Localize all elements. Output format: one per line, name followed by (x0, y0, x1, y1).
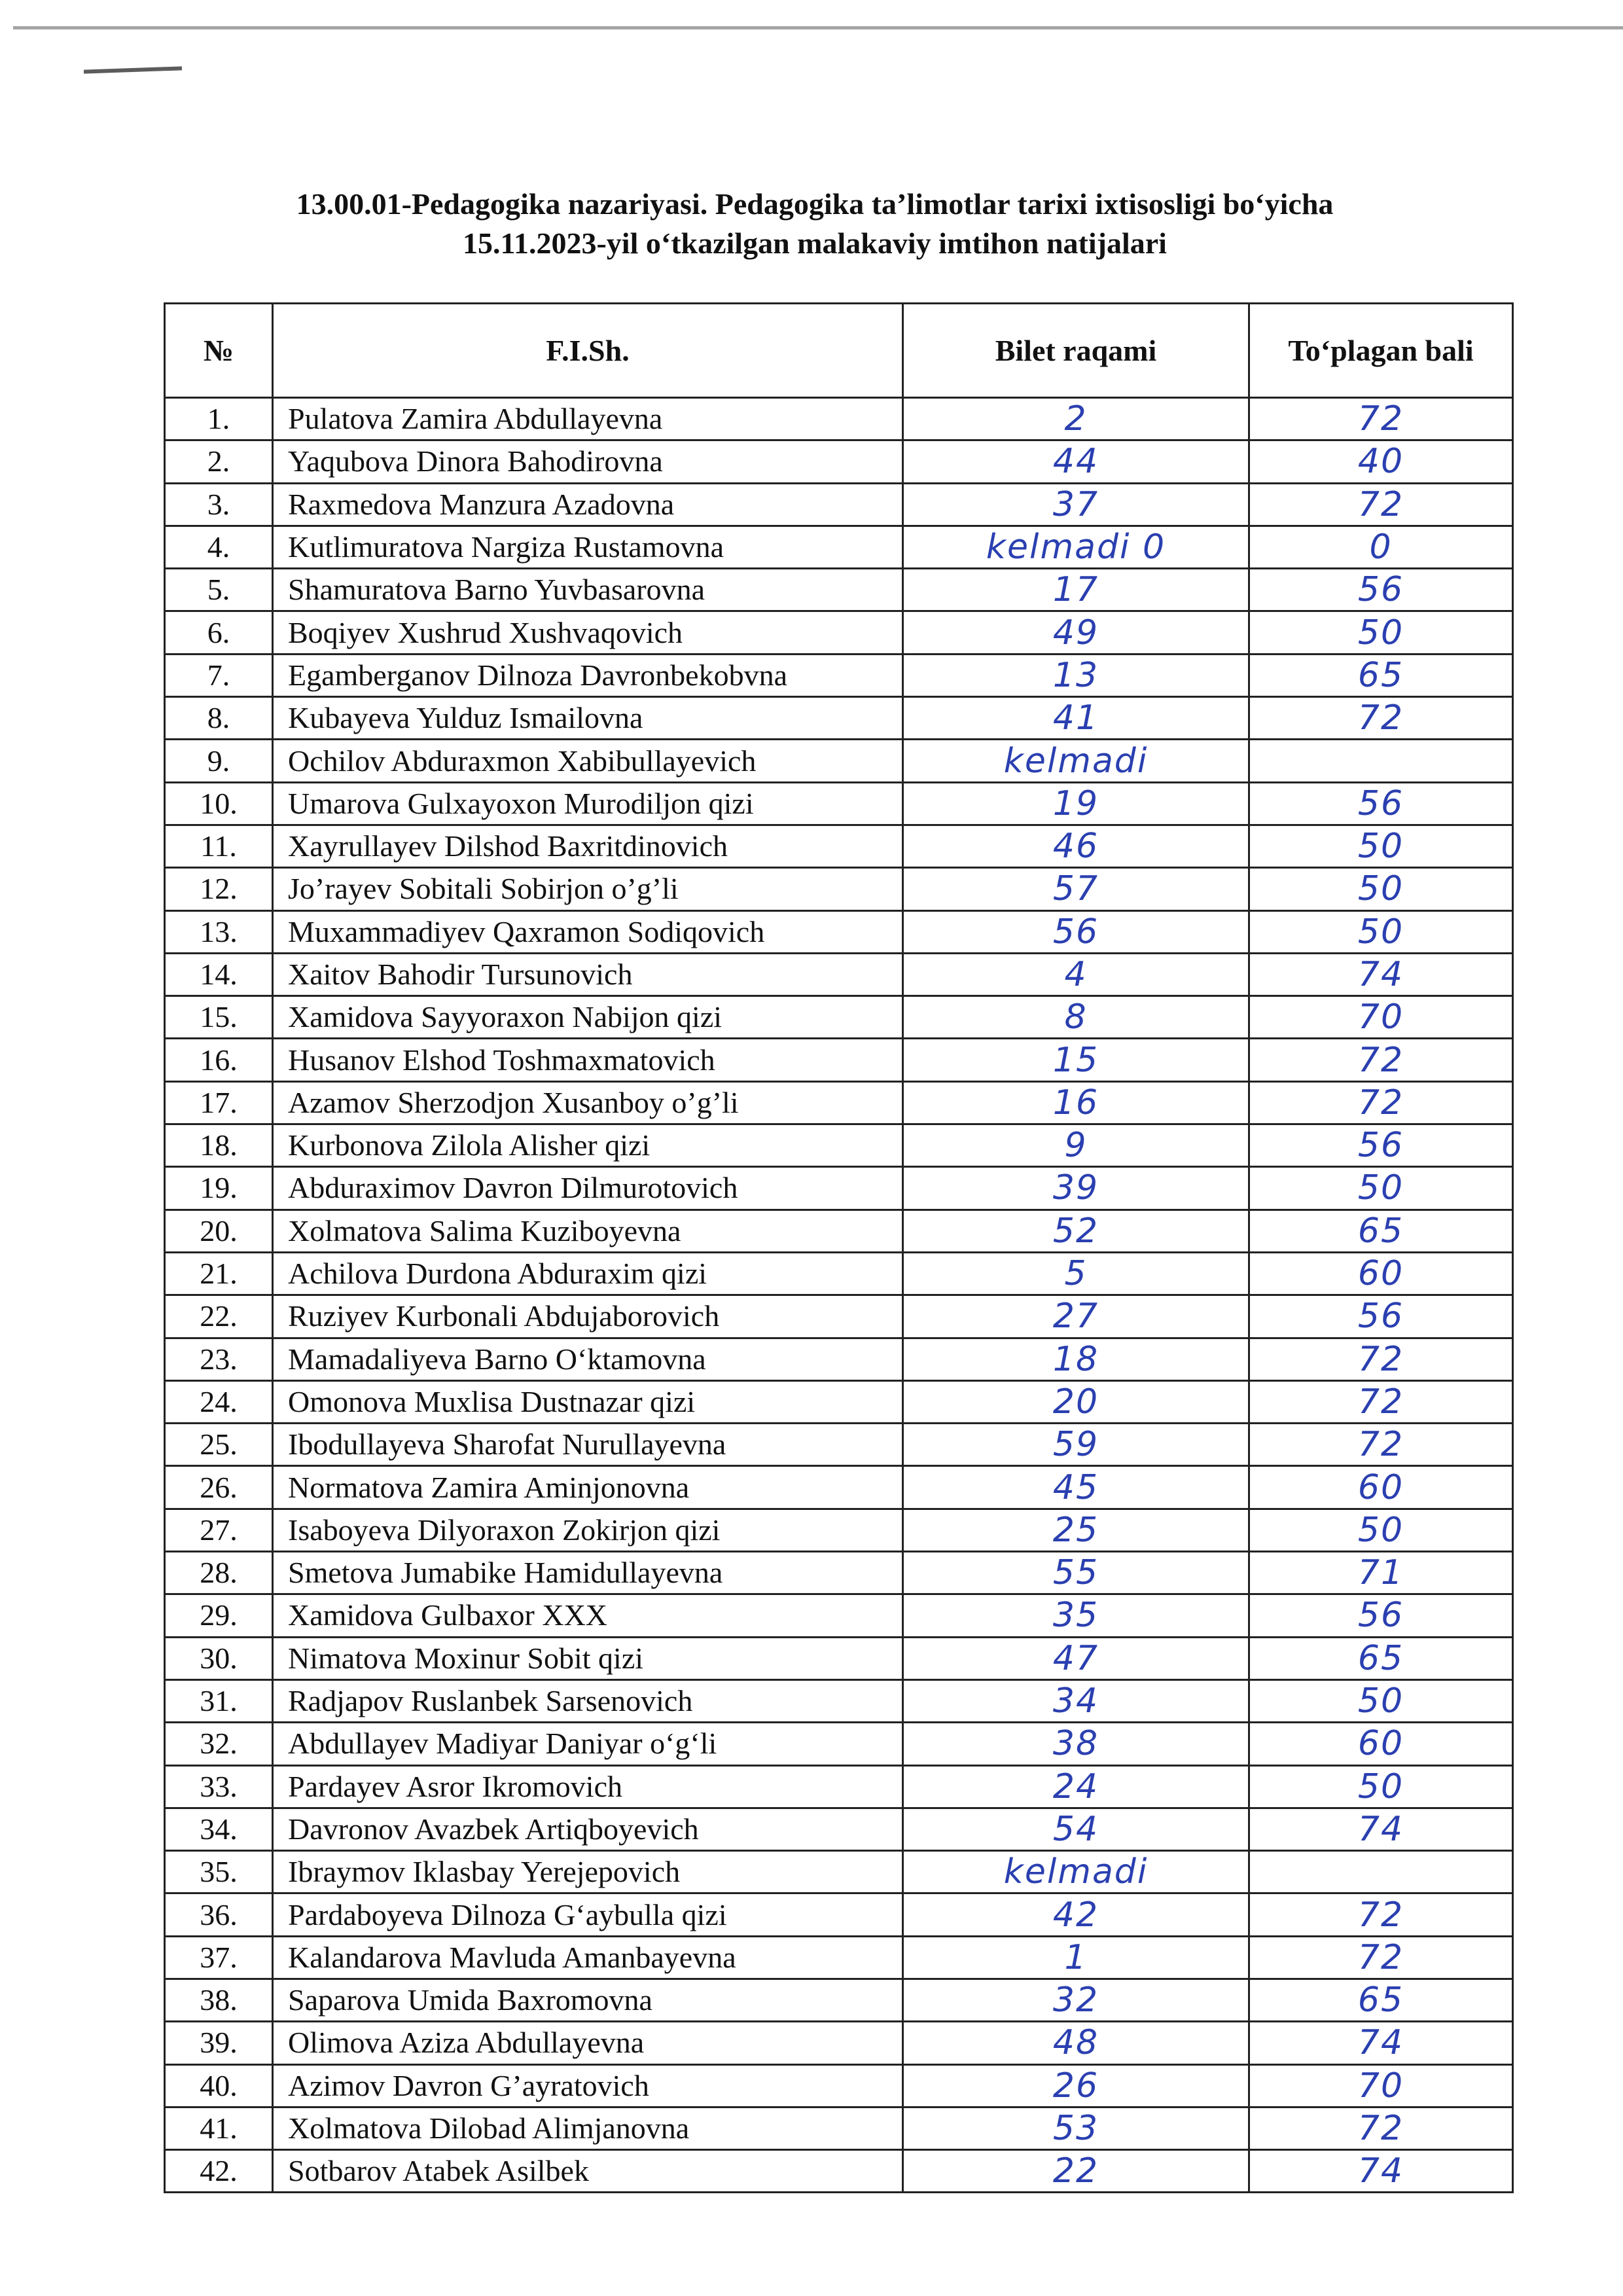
row-number: 25. (165, 1424, 273, 1466)
row-ticket-number: 52 (903, 1210, 1249, 1252)
row-number: 16. (165, 1039, 273, 1081)
row-full-name: Kalandarova Mavluda Amanbayevna (273, 1936, 903, 1979)
row-number: 19. (165, 1167, 273, 1210)
row-full-name: Jo’rayev Sobitali Sobirjon o’g’li (273, 868, 903, 910)
row-ticket-number: 26 (903, 2064, 1249, 2107)
table-row (165, 1039, 1513, 1081)
row-number: 22. (165, 1295, 273, 1338)
row-ticket-number: 53 (903, 2107, 1249, 2149)
table-row (165, 2022, 1513, 2064)
row-ticket-number: 2 (903, 398, 1249, 440)
row-full-name: Kutlimuratova Nargiza Rustamovna (273, 526, 903, 568)
table-row (165, 1552, 1513, 1594)
row-full-name: Smetova Jumabike Hamidullayevna (273, 1552, 903, 1594)
row-ticket-number: 46 (903, 825, 1249, 867)
table-row (165, 1979, 1513, 2021)
row-full-name: Ruziyev Kurbonali Abdujaborovich (273, 1295, 903, 1338)
row-number: 29. (165, 1594, 273, 1637)
row-number: 5. (165, 569, 273, 611)
row-ticket-number: 5 (903, 1252, 1249, 1295)
row-number: 14. (165, 953, 273, 996)
row-ticket-number: 19 (903, 782, 1249, 825)
row-number: 27. (165, 1509, 273, 1551)
table-row (165, 1380, 1513, 1423)
header-full-name: F.I.Sh. (273, 304, 903, 398)
row-ticket-number: 8 (903, 996, 1249, 1039)
row-score: 56 (1249, 569, 1513, 611)
row-ticket-number: 18 (903, 1338, 1249, 1380)
table-row (165, 1167, 1513, 1210)
row-full-name: Xamidova Sayyoraxon Nabijon qizi (273, 996, 903, 1039)
row-full-name: Achilova Durdona Abduraxim qizi (273, 1252, 903, 1295)
row-score: 74 (1249, 1808, 1513, 1850)
row-full-name: Xolmatova Dilobad Alimjanovna (273, 2107, 903, 2149)
results-table (164, 302, 1514, 2193)
row-ticket-number: 4 (903, 953, 1249, 996)
row-full-name: Pulatova Zamira Abdullayevna (273, 398, 903, 440)
row-number: 10. (165, 782, 273, 825)
table-row (165, 1679, 1513, 1722)
title-line-1: 13.00.01-Pedagogika nazariyasi. Pedagogika ta’limotlar tarixi ixtisosligi bo‘yicha (296, 187, 1334, 221)
row-full-name: Isaboyeva Dilyoraxon Zokirjon qizi (273, 1509, 903, 1551)
header-number: № (165, 304, 273, 398)
row-full-name: Ibodullayeva Sharofat Nurullayevna (273, 1424, 903, 1466)
row-full-name: Ibraymov Iklasbay Yerejepovich (273, 1851, 903, 1893)
table-row (165, 1466, 1513, 1509)
table-row (165, 1893, 1513, 1936)
table-row (165, 526, 1513, 568)
row-number: 41. (165, 2107, 273, 2149)
row-ticket-number: 57 (903, 868, 1249, 910)
row-score: 50 (1249, 910, 1513, 953)
row-score: 72 (1249, 1338, 1513, 1380)
row-score: 50 (1249, 1167, 1513, 1210)
table-row (165, 1509, 1513, 1551)
row-number: 2. (165, 440, 273, 483)
row-ticket-number: 45 (903, 1466, 1249, 1509)
row-number: 3. (165, 483, 273, 526)
row-number: 18. (165, 1124, 273, 1167)
row-full-name: Umarova Gulxayoxon Murodiljon qizi (273, 782, 903, 825)
row-ticket-number: 24 (903, 1765, 1249, 1808)
row-number: 6. (165, 611, 273, 654)
row-ticket-number: kelmadi 0 (903, 526, 1249, 568)
table-row (165, 1936, 1513, 1979)
table-row (165, 996, 1513, 1039)
table-row (165, 825, 1513, 867)
row-score: 56 (1249, 782, 1513, 825)
row-number: 15. (165, 996, 273, 1039)
row-number: 9. (165, 740, 273, 782)
table-row (165, 440, 1513, 483)
table-row (165, 1295, 1513, 1338)
row-number: 37. (165, 1936, 273, 1979)
table-row (165, 953, 1513, 996)
table-row (165, 1338, 1513, 1380)
row-score: 72 (1249, 1893, 1513, 1936)
row-score: 72 (1249, 1936, 1513, 1979)
row-number: 7. (165, 654, 273, 696)
row-number: 20. (165, 1210, 273, 1252)
row-full-name: Sotbarov Atabek Asilbek (273, 2150, 903, 2193)
row-score: 50 (1249, 825, 1513, 867)
row-number: 40. (165, 2064, 273, 2107)
row-score: 72 (1249, 2107, 1513, 2149)
row-full-name: Xamidova Gulbaxor XXX (273, 1594, 903, 1637)
row-number: 11. (165, 825, 273, 867)
row-full-name: Kurbonova Zilola Alisher qizi (273, 1124, 903, 1167)
row-ticket-number: 56 (903, 910, 1249, 953)
row-score: 50 (1249, 868, 1513, 910)
row-ticket-number: 54 (903, 1808, 1249, 1850)
row-full-name: Azamov Sherzodjon Xusanboy o’g’li (273, 1081, 903, 1124)
row-ticket-number: 35 (903, 1594, 1249, 1637)
title-line-2: 15.11.2023-yil o‘tkazilgan malakaviy imtihon natijalari (463, 226, 1167, 260)
row-score (1249, 1851, 1513, 1893)
table-row (165, 569, 1513, 611)
table-row (165, 654, 1513, 696)
row-score: 72 (1249, 1424, 1513, 1466)
row-ticket-number: 38 (903, 1723, 1249, 1765)
row-full-name: Pardaboyeva Dilnoza G‘aybulla qizi (273, 1893, 903, 1936)
row-ticket-number: 55 (903, 1552, 1249, 1594)
row-ticket-number: 47 (903, 1637, 1249, 1679)
row-score: 72 (1249, 697, 1513, 740)
row-ticket-number: 27 (903, 1295, 1249, 1338)
row-score: 70 (1249, 996, 1513, 1039)
row-full-name: Xayrullayev Dilshod Baxritdinovich (273, 825, 903, 867)
row-full-name: Shamuratova Barno Yuvbasarovna (273, 569, 903, 611)
row-full-name: Radjapov Ruslanbek Sarsenovich (273, 1679, 903, 1722)
table-row (165, 2150, 1513, 2193)
scan-edge-line (13, 26, 1623, 29)
table-row (165, 2107, 1513, 2149)
row-ticket-number: kelmadi (903, 1851, 1249, 1893)
row-number: 31. (165, 1679, 273, 1722)
row-full-name: Egamberganov Dilnoza Davronbekobvna (273, 654, 903, 696)
row-number: 39. (165, 2022, 273, 2064)
row-score: 71 (1249, 1552, 1513, 1594)
row-score: 50 (1249, 611, 1513, 654)
row-ticket-number: 13 (903, 654, 1249, 696)
table-row (165, 1210, 1513, 1252)
row-number: 36. (165, 1893, 273, 1936)
table-row (165, 483, 1513, 526)
header-score: To‘plagan bali (1249, 304, 1513, 398)
row-number: 33. (165, 1765, 273, 1808)
row-full-name: Xolmatova Salima Kuziboyevna (273, 1210, 903, 1252)
row-full-name: Muxammadiyev Qaxramon Sodiqovich (273, 910, 903, 953)
row-full-name: Normatova Zamira Aminjonovna (273, 1466, 903, 1509)
row-number: 8. (165, 697, 273, 740)
table-row (165, 868, 1513, 910)
row-full-name: Omonova Muxlisa Dustnazar qizi (273, 1380, 903, 1423)
row-ticket-number: 34 (903, 1679, 1249, 1722)
row-score: 74 (1249, 953, 1513, 996)
row-score: 72 (1249, 1081, 1513, 1124)
row-ticket-number: 22 (903, 2150, 1249, 2193)
row-ticket-number: 42 (903, 1893, 1249, 1936)
row-score: 72 (1249, 1380, 1513, 1423)
row-ticket-number: 32 (903, 1979, 1249, 2021)
table-header-row (165, 304, 1513, 398)
row-full-name: Ochilov Abduraxmon Xabibullayevich (273, 740, 903, 782)
row-number: 17. (165, 1081, 273, 1124)
row-full-name: Olimova Aziza Abdullayevna (273, 2022, 903, 2064)
row-full-name: Yaqubova Dinora Bahodirovna (273, 440, 903, 483)
row-score: 65 (1249, 1210, 1513, 1252)
row-ticket-number: 59 (903, 1424, 1249, 1466)
table-row (165, 740, 1513, 782)
row-score: 65 (1249, 1637, 1513, 1679)
row-score: 50 (1249, 1765, 1513, 1808)
row-ticket-number: 49 (903, 611, 1249, 654)
table-row (165, 697, 1513, 740)
row-number: 28. (165, 1552, 273, 1594)
row-ticket-number: kelmadi (903, 740, 1249, 782)
header-ticket-number: Bilet raqami (903, 304, 1249, 398)
row-full-name: Boqiyev Xushrud Xushvaqovich (273, 611, 903, 654)
row-number: 13. (165, 910, 273, 953)
row-full-name: Xaitov Bahodir Tursunovich (273, 953, 903, 996)
table-row (165, 1594, 1513, 1637)
row-score: 74 (1249, 2150, 1513, 2193)
scan-mark (84, 66, 182, 73)
table-row (165, 611, 1513, 654)
row-score: 65 (1249, 1979, 1513, 2021)
table-row (165, 1424, 1513, 1466)
row-ticket-number: 39 (903, 1167, 1249, 1210)
table-row (165, 398, 1513, 440)
row-score: 60 (1249, 1252, 1513, 1295)
row-score (1249, 740, 1513, 782)
row-ticket-number: 44 (903, 440, 1249, 483)
row-score: 70 (1249, 2064, 1513, 2107)
row-full-name: Azimov Davron G’ayratovich (273, 2064, 903, 2107)
table-row (165, 1851, 1513, 1893)
table-row (165, 1252, 1513, 1295)
row-ticket-number: 1 (903, 1936, 1249, 1979)
row-full-name: Kubayeva Yulduz Ismailovna (273, 697, 903, 740)
row-ticket-number: 48 (903, 2022, 1249, 2064)
row-ticket-number: 15 (903, 1039, 1249, 1081)
row-score: 65 (1249, 654, 1513, 696)
row-score: 0 (1249, 526, 1513, 568)
row-full-name: Saparova Umida Baxromovna (273, 1979, 903, 2021)
row-score: 60 (1249, 1723, 1513, 1765)
row-score: 72 (1249, 398, 1513, 440)
row-full-name: Abdullayev Madiyar Daniyar o‘g‘li (273, 1723, 903, 1765)
row-full-name: Nimatova Moxinur Sobit qizi (273, 1637, 903, 1679)
row-ticket-number: 9 (903, 1124, 1249, 1167)
row-score: 74 (1249, 2022, 1513, 2064)
row-ticket-number: 41 (903, 697, 1249, 740)
table-row (165, 1808, 1513, 1850)
row-ticket-number: 25 (903, 1509, 1249, 1551)
row-number: 1. (165, 398, 273, 440)
row-number: 24. (165, 1380, 273, 1423)
row-number: 4. (165, 526, 273, 568)
row-number: 32. (165, 1723, 273, 1765)
table-row (165, 2064, 1513, 2107)
row-score: 50 (1249, 1509, 1513, 1551)
row-number: 30. (165, 1637, 273, 1679)
row-score: 56 (1249, 1295, 1513, 1338)
row-full-name: Abduraximov Davron Dilmurotovich (273, 1167, 903, 1210)
table-row (165, 1765, 1513, 1808)
row-ticket-number: 20 (903, 1380, 1249, 1423)
row-score: 72 (1249, 483, 1513, 526)
row-number: 12. (165, 868, 273, 910)
row-full-name: Davronov Avazbek Artiqboyevich (273, 1808, 903, 1850)
table-row (165, 782, 1513, 825)
row-number: 38. (165, 1979, 273, 2021)
row-score: 60 (1249, 1466, 1513, 1509)
table-row (165, 1637, 1513, 1679)
row-number: 34. (165, 1808, 273, 1850)
row-number: 23. (165, 1338, 273, 1380)
row-score: 40 (1249, 440, 1513, 483)
row-score: 72 (1249, 1039, 1513, 1081)
table-row (165, 1723, 1513, 1765)
row-number: 35. (165, 1851, 273, 1893)
row-number: 42. (165, 2150, 273, 2193)
row-full-name: Raxmedova Manzura Azadovna (273, 483, 903, 526)
row-full-name: Husanov Elshod Toshmaxmatovich (273, 1039, 903, 1081)
row-score: 56 (1249, 1124, 1513, 1167)
row-number: 21. (165, 1252, 273, 1295)
row-number: 26. (165, 1466, 273, 1509)
row-score: 50 (1249, 1679, 1513, 1722)
row-score: 56 (1249, 1594, 1513, 1637)
row-ticket-number: 17 (903, 569, 1249, 611)
table-row (165, 1124, 1513, 1167)
row-ticket-number: 37 (903, 483, 1249, 526)
table-row (165, 1081, 1513, 1124)
row-full-name: Mamadaliyeva Barno O‘ktamovna (273, 1338, 903, 1380)
row-full-name: Pardayev Asror Ikromovich (273, 1765, 903, 1808)
document-title (164, 185, 1466, 263)
row-ticket-number: 16 (903, 1081, 1249, 1124)
table-row (165, 910, 1513, 953)
